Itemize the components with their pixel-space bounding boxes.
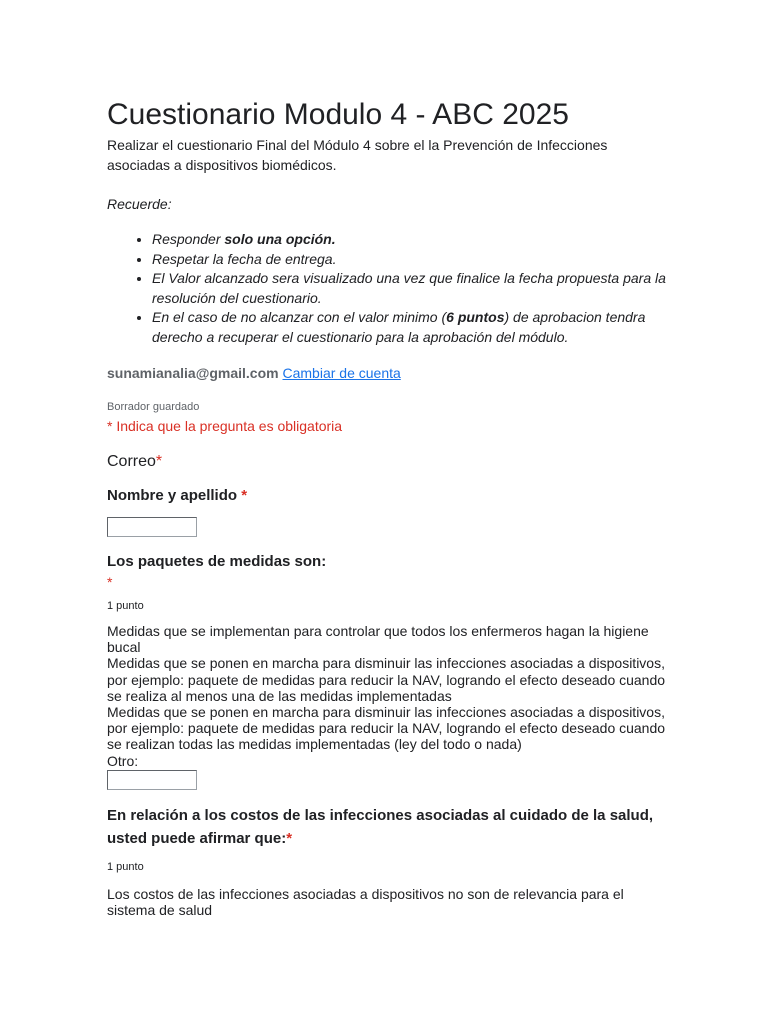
instruction-text: ) de aprobacion tendra derecho a recuperar el cuestionario para la aprobación del módulo. <box>152 309 646 345</box>
question-1-points: 1 punto <box>107 600 144 612</box>
email-question-label: Correo <box>107 453 156 470</box>
question-1-option[interactable]: Medidas que se ponen en marcha para disminuir las infecciones asociadas a dispositivos, por ejemplo: paquete de medidas para reducir la NAV, logrando el efecto deseado cuando se realizan todas las medidas implementadas (ley del todo o nada) <box>107 704 666 753</box>
draft-saved-status: Borrador guardado <box>107 401 200 413</box>
form-title: Cuestionario Modulo 4 - ABC 2025 <box>107 98 569 131</box>
name-input[interactable] <box>107 517 197 537</box>
instruction-text: Respetar la fecha de entrega. <box>152 250 337 267</box>
form-description: Realizar el cuestionario Final del Módulo 4 sobre el la Prevención de Infecciones asociadas a dispositivos biomédicos. <box>107 137 608 173</box>
question-2-points: 1 punto <box>107 860 144 873</box>
instruction-item <box>152 250 667 270</box>
name-question-label: Nombre y apellido <box>107 487 242 504</box>
instruction-text: En el caso de no alcanzar con el valor minimo ( <box>152 309 447 325</box>
required-asterisk: * <box>241 487 248 504</box>
question-1-title: Los paquetes de medidas son: <box>107 553 327 570</box>
instruction-text: El Valor alcanzado sera visualizado una vez que finalice la fecha propuesta para la resolución del cuestionario. <box>152 270 666 306</box>
instruction-item <box>152 230 667 250</box>
instruction-text: Responder <box>152 231 225 247</box>
question-1-option[interactable]: Medidas que se ponen en marcha para disminuir las infecciones asociadas a dispositivos, por ejemplo: paquete de medidas para reducir la NAV, logrando el efecto deseado cuando se realiza al menos una de las medidas implementadas <box>107 655 666 704</box>
question-2-option[interactable]: Los costos de las infecciones asociadas a dispositivos no son de relevancia para el sistema de salud <box>107 885 624 919</box>
instruction-emphasis: solo una opción. <box>224 231 336 247</box>
required-asterisk: * <box>155 453 163 470</box>
required-note: * Indica que la pregunta es obligatoria <box>107 418 343 434</box>
instructions-list <box>107 230 667 347</box>
other-option-label[interactable]: Otro: <box>107 752 139 769</box>
question-2-title <box>107 804 667 850</box>
other-option-input[interactable] <box>107 770 197 790</box>
account-row <box>107 364 661 383</box>
required-asterisk: * <box>107 574 113 590</box>
question-1-option[interactable]: Medidas que se implementan para controlar que todos los enfermeros hagan la higiene bucal <box>107 623 649 656</box>
email-question <box>107 452 661 472</box>
remember-label: Recuerde: <box>107 196 172 212</box>
account-email: sunamianalia@gmail.com <box>107 365 279 381</box>
required-asterisk: * <box>286 829 293 847</box>
question-1-options <box>107 623 667 790</box>
question-2-label: En relación a los costos de las infecciones asociadas al cuidado de la salud, usted puede afirmar que: <box>107 806 654 847</box>
instruction-item <box>152 308 667 347</box>
instruction-item <box>152 269 667 308</box>
name-question <box>107 485 667 507</box>
question-2-options <box>107 886 667 918</box>
instruction-emphasis: 6 puntos <box>446 309 505 325</box>
switch-account-link[interactable]: Cambiar de cuenta <box>282 365 401 381</box>
